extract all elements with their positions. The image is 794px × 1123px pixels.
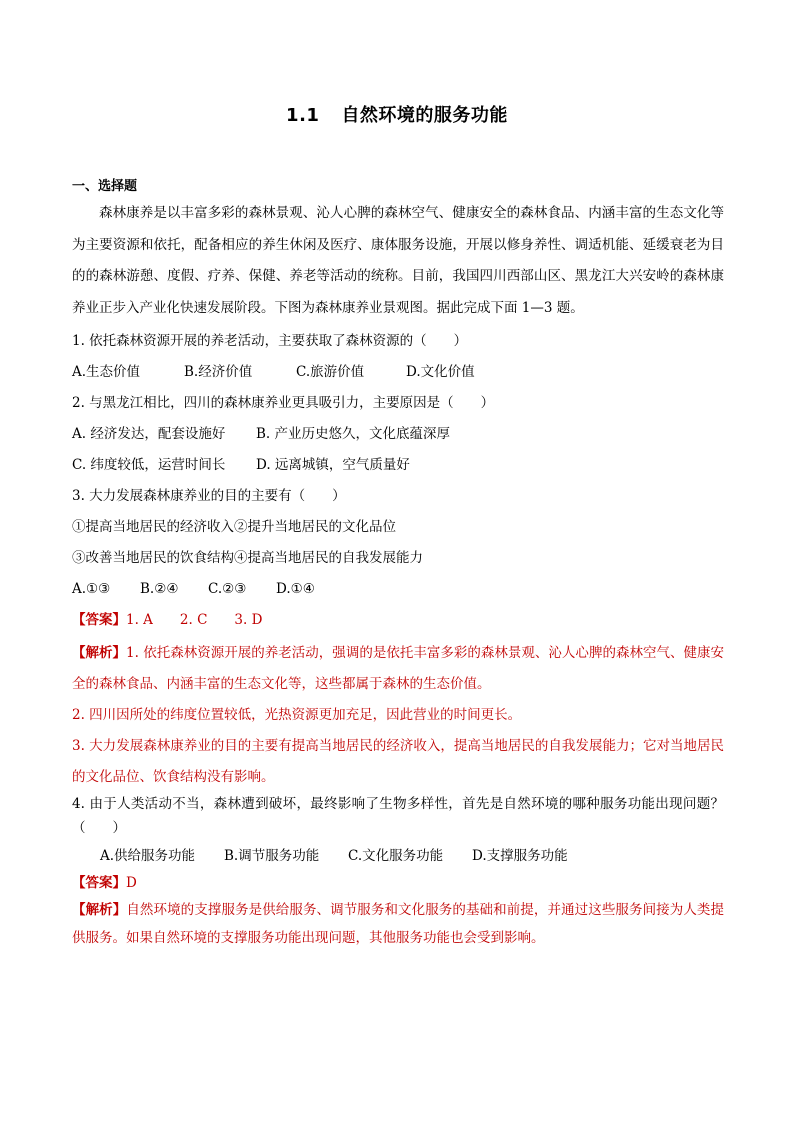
- question-1-options: [72, 361, 475, 383]
- question-2-options-row1: [72, 423, 450, 445]
- title-text: 自然环境的服务功能: [341, 105, 508, 126]
- q3-option-d: D.①④: [276, 581, 315, 597]
- question-4-stem: 4. 由于人类活动不当，森林遭到破坏，最终影响了生物多样性，首先是自然环境的哪种服务功能出现问题？（ ）: [72, 796, 724, 836]
- question-3-stem: 3. 大力发展森林康养业的目的主要有（ ）: [72, 488, 346, 504]
- q2-option-a: A. 经济发达，配套设施好: [72, 426, 226, 442]
- answer-1-3: [72, 609, 262, 631]
- analysis-4-tag: 【解析】: [72, 902, 127, 918]
- q2-option-d: D. 远离城镇，空气质量好: [256, 457, 410, 473]
- question-3-options: [72, 578, 315, 600]
- analysis-1: [72, 638, 724, 700]
- question-1-stem: 1. 依托森林资源开展的养老活动，主要获取了森林资源的（ ）: [72, 333, 468, 349]
- analysis-2: 2. 四川因所处的纬度位置较低，光热资源更加充足，因此营业的时间更长。: [72, 707, 522, 723]
- q4-option-c: C.文化服务功能: [348, 848, 444, 864]
- answer-tag: 【答案】: [72, 612, 126, 628]
- question-3-item-2: ③改善当地居民的饮食结构④提高当地居民的自我发展能力: [72, 550, 423, 566]
- q1-option-c: C.旅游价值: [296, 364, 365, 380]
- q4-option-b: B.调节服务功能: [224, 848, 320, 864]
- question-4-options: [100, 845, 568, 867]
- analysis-tag: 【解析】: [72, 645, 127, 661]
- section-heading: 一、选择题: [72, 179, 138, 194]
- question-2-stem: 2. 与黑龙江相比，四川的森林康养业更具吸引力，主要原因是（ ）: [72, 395, 495, 411]
- analysis-4: [72, 896, 724, 952]
- q2-option-c: C. 纬度较低，运营时间长: [72, 457, 226, 473]
- question-3-item-1: ①提高当地居民的经济收入②提升当地居民的文化品位: [72, 519, 396, 535]
- q1-option-d: D.文化价值: [406, 364, 475, 380]
- analysis-3: 3. 大力发展森林康养业的目的主要有提高当地居民的经济收入，提高当地居民的自我发展能力；它对当地居民的文化品位、饮食结构没有影响。: [72, 738, 724, 785]
- q3-option-b: B.②④: [140, 581, 179, 597]
- title-number: 1.1: [286, 105, 320, 126]
- reading-passage: 森林康养是以丰富多彩的森林景观、沁人心脾的森林空气、健康安全的森林食品、内涵丰富的生态文化等为主要资源和依托，配备相应的养生休闲及医疗、康体服务设施，开展以修身养性、调适机能、延缓衰老为目的的森林游憩、度假、疗养、保健、养老等活动的统称。目前，我国四川西部山区、黑龙江大兴安岭的森林康养业正步入产业化快速发展阶段。下图为森林康养业景观图。据此完成下面 1—3 题。: [72, 205, 724, 316]
- q1-option-b: B.经济价值: [184, 364, 253, 380]
- answer-4: [72, 872, 137, 894]
- analysis-4-text: 自然环境的支撑服务是供给服务、调节服务和文化服务的基础和前提，并通过这些服务间接为人类提供服务。如果自然环境的支撑服务功能出现问题，其他服务功能也会受到影响。: [72, 902, 725, 946]
- q4-option-a: A.供给服务功能: [100, 848, 196, 864]
- answer-4-text: D: [126, 875, 137, 891]
- page-title: [0, 101, 794, 127]
- q3-option-a: A.①③: [72, 581, 111, 597]
- answer-4-tag: 【答案】: [72, 875, 126, 891]
- q3-option-c: C.②③: [208, 581, 247, 597]
- analysis-1-text: 1. 依托森林资源开展的养老活动，强调的是依托丰富多彩的森林景观、沁人心脾的森林空气、健康安全的森林食品、内涵丰富的生态文化等，这些都属于森林的生态价值。: [72, 645, 725, 692]
- q1-option-a: A.生态价值: [72, 364, 141, 380]
- question-2-options-row2: [72, 454, 410, 476]
- q4-option-d: D.支撑服务功能: [472, 848, 568, 864]
- answer-text: 1. A 2. C 3. D: [126, 612, 263, 628]
- q2-option-b: B. 产业历史悠久，文化底蕴深厚: [256, 426, 451, 442]
